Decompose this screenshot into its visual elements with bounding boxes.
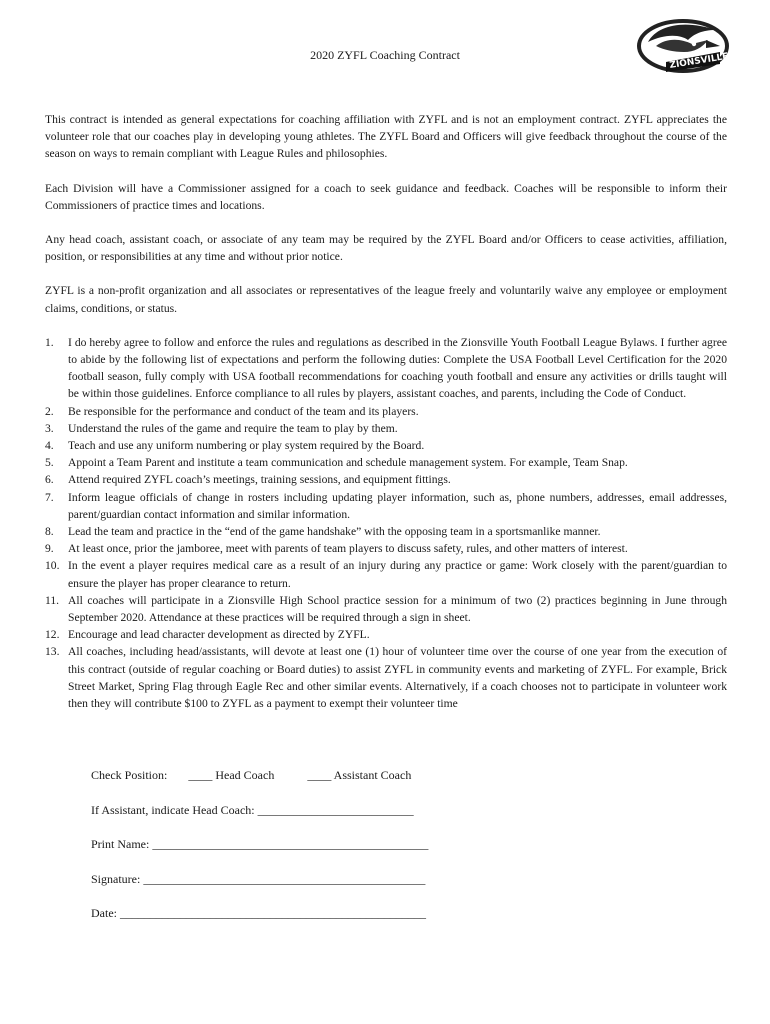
assistant-head-coach-field[interactable]: If Assistant, indicate Head Coach: __________________________: [91, 802, 414, 817]
list-item-text: Be responsible for the performance and conduct of the team and its players.: [68, 404, 419, 418]
list-item: [45, 540, 727, 557]
list-item-text: Inform league officials of change in rosters including updating player information, such as, phone numbers, addresses, email addresses, parent/guardian contact information and similar information.: [68, 490, 727, 521]
cease-activities-paragraph: Any head coach, assistant coach, or associate of any team may be required by the ZYFL Board and/or Officers to cease activities, affiliation, position, or responsibilities at any time and without prior notice.: [45, 233, 727, 264]
list-item: [45, 523, 727, 540]
list-item-text: All coaches, including head/assistants, will devote at least one (1) hour of volunteer time over the course of one year from the execution of this contract (outside of regular coaching or Board duties) to assist ZYFL in community events and marketing of ZYFL. For example, Brick Street Market, Spring Flag through Eagle Rec and other similar events. Alternatively, if a coach chooses not to participate in volunteer work then they will contribute $100 to ZYFL as a payment to exempt their volunteer time: [68, 645, 727, 711]
commissioner-paragraph: Each Division will have a Commissioner assigned for a coach to seek guidance and feedback. Coaches will be responsible to inform their Commissioners of practice times and locations.: [45, 181, 727, 212]
list-item-number: 11.: [45, 593, 60, 607]
head-coach-option[interactable]: ____ Head Coach: [188, 768, 275, 782]
list-item-number: 2.: [45, 404, 54, 418]
print-name-field[interactable]: Print Name: ______________________________________________: [91, 837, 429, 851]
list-item-number: 8.: [45, 525, 54, 539]
list-item-text: Understand the rules of the game and require the team to play by them.: [68, 421, 398, 435]
list-item: [45, 403, 727, 420]
date-field[interactable]: Date: ___________________________________________________: [91, 906, 426, 920]
list-item-text: Encourage and lead character development as directed by ZYFL.: [68, 628, 370, 642]
list-item: [45, 471, 727, 488]
check-position-row: [91, 768, 428, 803]
assistant-coach-option[interactable]: ____ Assistant Coach: [307, 768, 412, 782]
list-item-number: 12.: [45, 628, 60, 642]
list-item-text: All coaches will participate in a Zionsville High School practice session for a minimum of two (2) practices beginning in June through September 2020. Attendance at these practices will be required through a sign in sheet.: [68, 593, 727, 625]
non-profit-paragraph: ZYFL is a non-profit organization and all associates or representatives of the league freely and voluntarily waive any employee or employment claims, conditions, or status.: [45, 284, 727, 315]
list-item: [45, 454, 727, 471]
list-item-number: 5.: [45, 456, 54, 470]
list-item: [45, 557, 727, 591]
list-item-number: 1.: [45, 335, 54, 349]
list-item: [45, 592, 727, 626]
list-item-text: Lead the team and practice in the “end of the game handshake” with the opposing team in a sportsmanlike manner.: [68, 525, 601, 539]
list-item: [45, 489, 727, 523]
list-item-number: 4.: [45, 439, 54, 453]
logo-text: ZIONSVILLE: [668, 51, 730, 71]
list-item-text: In the event a player requires medical care as a result of an injury during any practice or game: Work closely with the parent/guardian to ensure the player has proper clearance to return.: [68, 559, 727, 590]
check-position-label: Check Position:: [91, 768, 168, 782]
duties-list: [45, 334, 727, 712]
list-item-number: 13.: [45, 645, 60, 659]
list-item-number: 9.: [45, 542, 54, 556]
zionsville-eagle-logo: [636, 16, 732, 78]
signature-form: [91, 768, 428, 941]
list-item: [45, 420, 727, 437]
list-item-number: 6.: [45, 473, 54, 487]
page-title: 2020 ZYFL Coaching Contract: [310, 48, 460, 62]
list-item-number: 10.: [45, 559, 60, 573]
list-item-text: Teach and use any uniform numbering or play system required by the Board.: [68, 439, 425, 453]
list-item: [45, 334, 727, 403]
list-item-text: At least once, prior the jamboree, meet with parents of team players to discuss safety, rules, and other matters of interest.: [68, 542, 628, 556]
list-item: [45, 643, 727, 712]
contract-body: [45, 111, 727, 712]
list-item: [45, 626, 727, 643]
list-item-number: 3.: [45, 421, 54, 435]
list-item: [45, 437, 727, 454]
list-item-text: Appoint a Team Parent and institute a team communication and schedule management system. For example, Team Snap.: [68, 456, 628, 470]
list-item-text: Attend required ZYFL coach’s meetings, training sessions, and equipment fittings.: [68, 473, 451, 487]
list-item-number: 7.: [45, 490, 54, 504]
list-item-text: I do hereby agree to follow and enforce the rules and regulations as described in the Zionsville Youth Football League Bylaws. I further agree to abide by the following list of expectations and perform the following duties: Complete the USA Football Level Certification for the 2020 football season, fully comply with USA football recommendations for coaching youth football and ensure any activities or drills taught will be within those guidelines. Enforce compliance to all rules by players, assistant coaches, and parents, including the Code of Conduct.: [68, 335, 727, 401]
signature-field[interactable]: Signature: _______________________________________________: [91, 871, 426, 886]
intro-paragraph: This contract is intended as general expectations for coaching affiliation with ZYFL and is not an employment contract. ZYFL appreciates the volunteer role that our coaches play in developing young athletes. The ZYFL Board and Officers will give feedback throughout the course of the season on ways to remain compliant with League Rules and philosophies.: [45, 113, 727, 161]
